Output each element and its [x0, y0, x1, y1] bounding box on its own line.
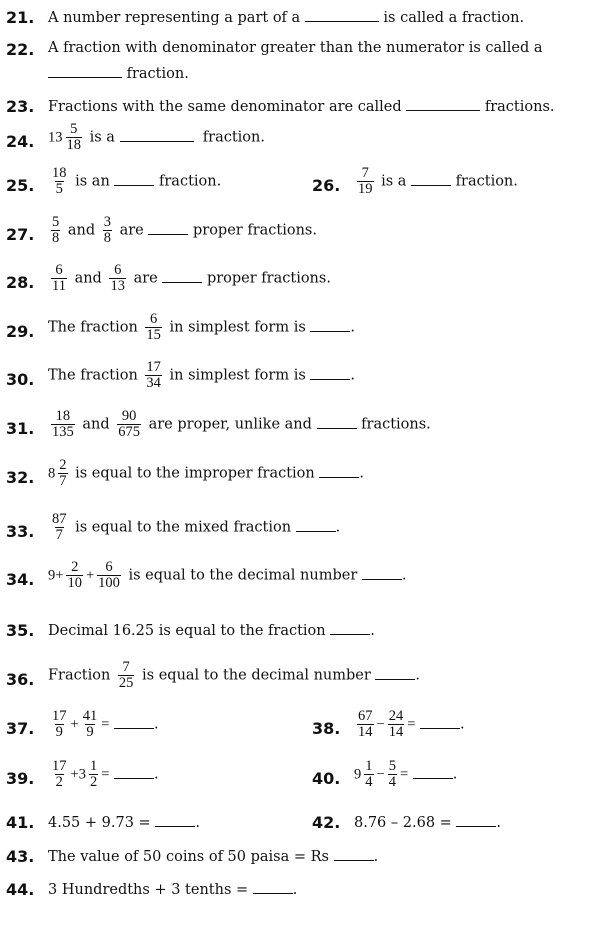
question-text: fraction. [202, 129, 265, 146]
question-text: are [119, 222, 144, 239]
answer-blank[interactable] [48, 64, 122, 78]
whole-number: 8 [48, 465, 56, 482]
punctuation: . [496, 815, 502, 832]
equals-sign: = [399, 766, 409, 783]
fraction: $\frac{17}{34}$ [146, 359, 161, 392]
punctuation: . [292, 882, 298, 899]
punctuation: . [153, 716, 159, 733]
punctuation: . [335, 519, 341, 536]
answer-blank[interactable] [334, 847, 374, 861]
question-text: is equal to the decimal number [142, 667, 371, 684]
question-number: 22. [6, 40, 35, 59]
question-number: 34. [6, 570, 35, 589]
answer-blank[interactable] [296, 518, 336, 532]
fraction: $\frac{67}{14}$ [358, 708, 373, 741]
punctuation: . [370, 623, 375, 640]
question-text: in simplest form is [169, 367, 306, 384]
fraction: $\frac{5}{4}$ [388, 758, 396, 791]
question-text: and [67, 222, 96, 239]
question-number: 42. [312, 813, 341, 832]
answer-blank[interactable] [162, 269, 202, 283]
question-text: The fraction [48, 367, 138, 384]
question-number: 23. [6, 97, 35, 116]
question-number: 44. [6, 880, 35, 899]
question-text: are proper, unlike and [148, 416, 312, 433]
punctuation: . [401, 567, 407, 584]
question-text: is equal to the decimal number [128, 567, 358, 584]
fraction: $\frac{87}{7}$ [52, 511, 67, 544]
question-number: 25. [6, 176, 35, 195]
answer-blank[interactable] [155, 813, 195, 827]
answer-blank[interactable] [362, 566, 402, 580]
question-text: and [74, 270, 102, 287]
question-text: proper fractions. [192, 222, 317, 239]
punctuation: . [452, 766, 458, 783]
minus-sign: − [376, 716, 385, 733]
plus-sign: + [85, 567, 95, 584]
equals-sign: = [407, 716, 416, 733]
plus-sign: + [70, 766, 79, 783]
answer-blank[interactable] [310, 318, 350, 332]
question-number: 41. [6, 813, 35, 832]
minus-sign: − [376, 766, 385, 783]
answer-blank[interactable] [456, 813, 496, 827]
whole-number: 9 [354, 766, 362, 783]
fraction: $\frac{3}{8}$ [103, 214, 111, 247]
question-number: 43. [6, 847, 35, 866]
fraction: $\frac{6}{15}$ [146, 311, 161, 344]
question-text: 4.55 + 9.73 = [48, 815, 151, 832]
whole-number: 9 [48, 567, 56, 584]
answer-blank[interactable] [330, 621, 370, 635]
answer-blank[interactable] [114, 765, 154, 779]
question-number: 29. [6, 322, 35, 341]
question-number: 30. [6, 370, 35, 389]
question-text: A fraction with denominator greater than the numerator is called a [48, 40, 543, 56]
question-text: fractions. [484, 99, 555, 116]
fraction: $\frac{17}{9}$ [52, 708, 67, 741]
question-number: 39. [6, 769, 35, 788]
question-text: fractions. [361, 416, 431, 433]
question-number: 38. [312, 719, 341, 738]
question-text: is a [89, 129, 115, 146]
answer-blank[interactable] [411, 172, 451, 186]
fraction: $\frac{7}{25}$ [118, 659, 134, 692]
fraction: $\frac{2}{7}$ [59, 457, 67, 490]
question-number: 31. [6, 419, 35, 438]
question-number: 35. [6, 621, 35, 640]
answer-blank[interactable] [310, 366, 350, 380]
punctuation: . [350, 319, 355, 336]
question-number: 26. [312, 176, 341, 195]
fraction: $\frac{6}{11}$ [52, 262, 66, 295]
plus-sign: + [55, 567, 64, 584]
answer-blank[interactable] [406, 97, 480, 111]
fraction: $\frac{5}{18}$ [66, 121, 81, 154]
equals-sign: = [101, 716, 110, 733]
fraction: $\frac{41}{9}$ [82, 708, 98, 741]
fraction: $\frac{18}{5}$ [52, 165, 67, 198]
question-number: 36. [6, 670, 35, 689]
answer-blank[interactable] [420, 715, 460, 729]
question-text: and [82, 416, 110, 433]
answer-blank[interactable] [319, 464, 359, 478]
question-number: 27. [6, 225, 35, 244]
question-number: 33. [6, 522, 35, 541]
question-number: 28. [6, 273, 35, 292]
answer-blank[interactable] [148, 221, 188, 235]
question-text: The value of 50 coins of 50 paisa = Rs [48, 849, 329, 866]
whole-number: 13 [48, 129, 63, 146]
fraction: $\frac{24}{14}$ [388, 708, 404, 741]
question-text: The fraction [48, 319, 138, 336]
fraction: $\frac{1}{4}$ [365, 758, 373, 791]
question-text: fraction. [126, 66, 189, 83]
punctuation: . [153, 766, 159, 783]
answer-blank[interactable] [375, 666, 415, 680]
fraction: $\frac{18}{135}$ [52, 408, 74, 441]
punctuation: . [415, 667, 421, 684]
question-text: Fraction [48, 667, 111, 684]
answer-blank[interactable] [114, 172, 154, 186]
question-text: in simplest form is [169, 319, 306, 336]
question-text: Fractions with the same denominator are called [48, 99, 402, 116]
question-text: Decimal 16.25 is equal to the fraction [48, 623, 326, 640]
whole-number: 3 [78, 766, 86, 783]
fraction: $\frac{6}{13}$ [110, 262, 125, 295]
question-text: 8.76 – 2.68 = [354, 815, 452, 832]
question-number: 24. [6, 132, 35, 151]
question-text: A number representing a part of a [48, 10, 301, 27]
question-text: is a [381, 173, 407, 190]
question-text: fraction. [159, 173, 222, 190]
question-text: fraction. [455, 173, 518, 190]
question-number: 40. [312, 769, 341, 788]
answer-blank[interactable] [114, 715, 154, 729]
fraction: $\frac{2}{10}$ [67, 559, 82, 592]
fraction: $\frac{90}{675}$ [118, 408, 140, 441]
answer-blank[interactable] [413, 765, 453, 779]
punctuation: . [459, 716, 465, 733]
question-text: 3 Hundredths + 3 tenths = [48, 882, 249, 899]
question-number: 21. [6, 8, 35, 27]
question-text: is equal to the mixed fraction [75, 519, 292, 536]
question-number: 37. [6, 719, 35, 738]
question-text: is an [75, 173, 110, 190]
question-text: is equal to the improper fraction [75, 465, 315, 482]
answer-blank[interactable] [120, 128, 194, 142]
punctuation: . [359, 465, 364, 482]
punctuation: . [350, 367, 355, 384]
answer-blank[interactable] [305, 8, 379, 22]
answer-blank[interactable] [253, 880, 293, 894]
fraction: $\frac{6}{100}$ [98, 559, 120, 592]
fraction: $\frac{7}{19}$ [358, 165, 373, 198]
question-text: are [133, 270, 158, 287]
plus-sign: + [70, 716, 79, 733]
punctuation: . [195, 815, 200, 832]
question-number: 32. [6, 468, 35, 487]
punctuation: . [373, 849, 379, 866]
answer-blank[interactable] [317, 415, 357, 429]
equals-sign: = [101, 766, 110, 783]
fraction: $\frac{17}{2}$ [52, 758, 67, 791]
question-text: is called a fraction. [383, 10, 525, 27]
question-text: proper fractions. [206, 270, 331, 287]
fraction: $\frac{5}{8}$ [52, 214, 60, 247]
fraction: $\frac{1}{2}$ [89, 758, 98, 791]
